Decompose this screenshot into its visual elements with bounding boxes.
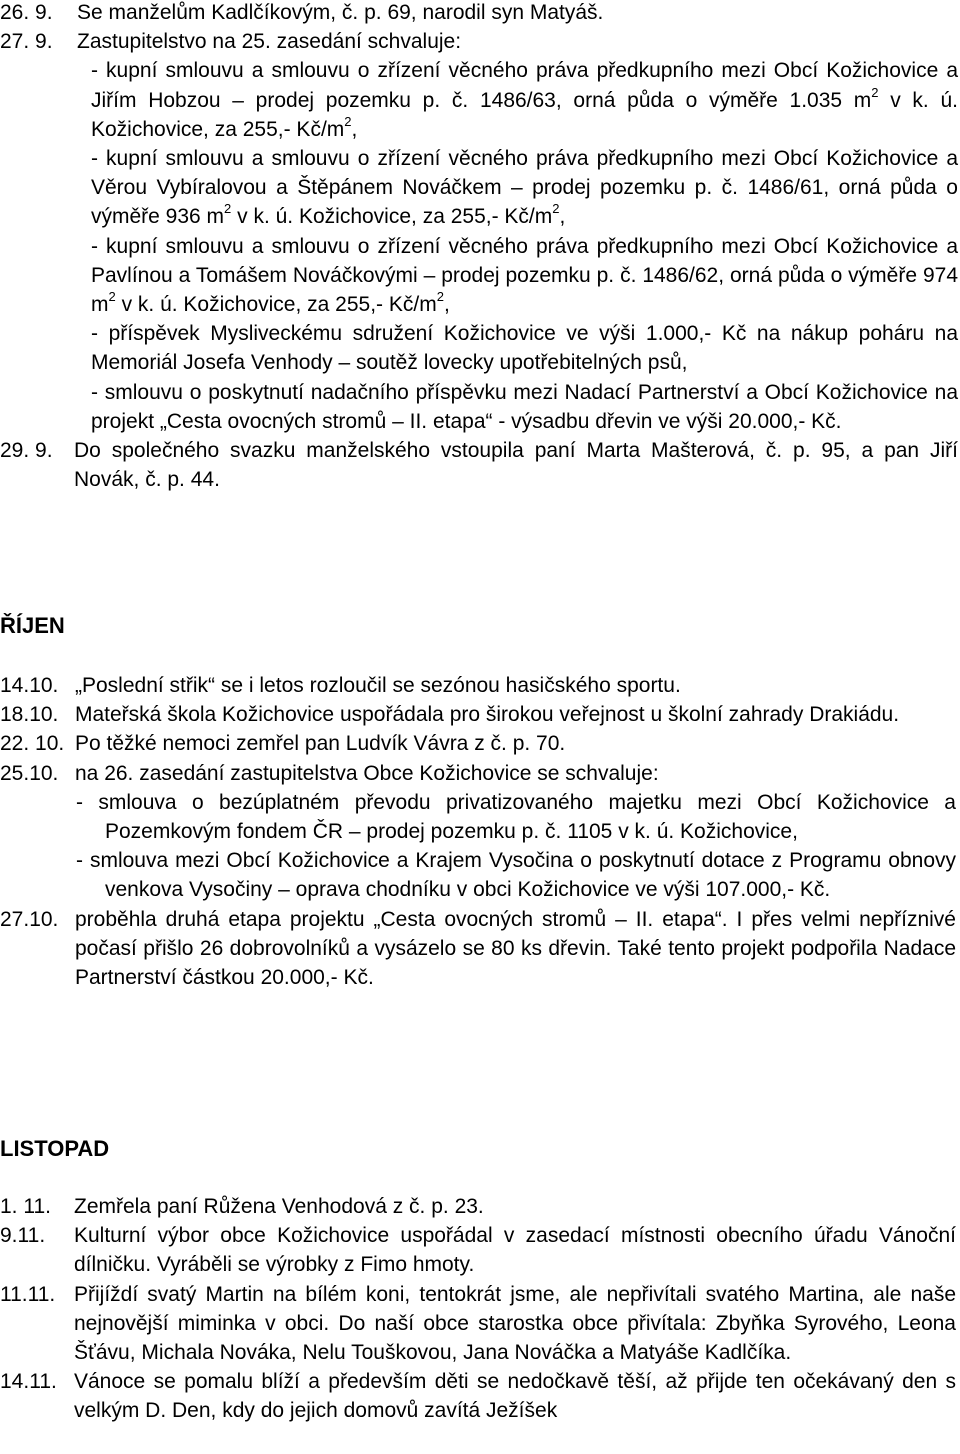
entry-text: na 26. zasedání zastupitelstva Obce Kožichovice se schvaluje: <box>75 761 659 785</box>
list-item: - smlouva o bezúplatném převodu privatizovaného majetku mezi Obcí Kožichovice a Pozemkovým fondem ČR – prodej pozemku p. č. 1105 v k. ú. Kožichovice, <box>76 790 956 844</box>
entry-14-10 <box>0 671 956 700</box>
entry-text: proběhla druhá etapa projektu „Cesta ovocných stromů – II. etapa“. I přes velmi nepříznivé počasí přišlo 26 dobrovolníků a vysázelo se 80 ks dřevin. Také tento projekt podpořila Nadace Partnerství částkou 20.000,- Kč. <box>75 907 956 990</box>
october-section <box>0 671 956 992</box>
entry-date: 29. 9. <box>0 439 53 463</box>
entry-29-9 <box>0 436 958 494</box>
entry-text: Po těžké nemoci zemřel pan Ludvík Vávra z č. p. 70. <box>75 732 566 756</box>
entry-date: 27.10. <box>0 907 59 931</box>
entry-text: Přijíždí svatý Martin na bílém koni, tentokrát jsme, ale nepřivítali svatého Martina, ale naše nejnovější miminka v obci. Do naší obce starostka obce přivítala: Zbyňka Syrového, Leona Šťávu, Michala Nováka, Nelu Touškovou, Jana Nováčka a Matyáše Kadlčíka. <box>74 1282 956 1365</box>
entry-date: 18.10. <box>0 703 59 727</box>
list-item: - smlouvu o poskytnutí nadačního příspěvku mezi Nadací Partnerství a Obcí Kožichovice na projekt „Cesta ovocných stromů – II. etapa“ - výsadbu dřevin ve výši 20.000,- Kč. <box>91 380 958 433</box>
section-heading-listopad: LISTOPAD <box>0 1136 110 1161</box>
superscript: 2 <box>871 84 879 100</box>
entry-25-10 <box>0 759 956 788</box>
entry-26-9 <box>0 0 958 27</box>
entry-14-11 <box>0 1367 956 1425</box>
entry-22-10 <box>0 729 956 758</box>
september-section <box>0 0 958 494</box>
list-item: - smlouva mezi Obcí Kožichovice a Krajem Vysočina o poskytnutí dotace z Programu obnovy venkova Vysočiny – oprava chodníku v obci Kožichovice ve výši 107.000,- Kč. <box>76 849 956 902</box>
entry-text: Do společného svazku manželského vstoupila paní Marta Mašterová, č. p. 95, a pan Jiří Novák, č. p. 44. <box>74 439 958 492</box>
entry-date: 1. 11. <box>0 1195 51 1218</box>
superscript: 2 <box>436 289 444 305</box>
entry-1-11 <box>0 1192 956 1221</box>
entry-text: „Poslední střik“ se i letos rozloučil se sezónou hasičského sportu. <box>75 674 681 697</box>
list-item: - příspěvek Mysliveckému sdružení Kožichovice ve výši 1.000,- Kč na nákup poháru na Memoriál Josefa Venhody – soutěž lovecky upotřebitelných psů, <box>91 322 958 375</box>
entry-text: Zastupitelstvo na 25. zasedání schvaluje: <box>77 30 462 54</box>
entry-date: 14.10. <box>0 674 59 697</box>
entry-date: 26. 9. <box>0 1 53 24</box>
entry-27-9 <box>0 27 958 56</box>
list-item: - kupní smlouvu a smlouvu o zřízení věcného práva předkupního mezi Obcí Kožichovice a Věrou Vybíralovou a Štěpánem Nováčkem – prodej pozemku p. č. 1486/61, orná půda o výměře 936 $m^2$ v k. ú. Kožichovice, za 255,- $Kč/m^2$, <box>91 147 958 229</box>
entry-text: Zemřela paní Růžena Venhodová z č. p. 23. <box>74 1195 484 1218</box>
entry-date: 14.11. <box>0 1370 57 1394</box>
entry-18-10 <box>0 700 956 729</box>
entry-date: 25.10. <box>0 761 59 785</box>
superscript: 2 <box>552 201 560 217</box>
superscript: 2 <box>344 113 352 129</box>
entry-text: Kulturní výbor obce Kožichovice uspořádal v zasedací místnosti obecního úřadu Vánoční dílničku. Vyráběli se výrobky z Fimo hmoty. <box>74 1224 956 1277</box>
entry-date: 27. 9. <box>0 30 53 54</box>
list-item: - kupní smlouvu a smlouvu o zřízení věcného práva předkupního mezi Obcí Kožichovice a Jiřím Hobzou – prodej pozemku p. č. 1486/63, orná půda o výměře 1.035 $m^2$ v k. ú. Kožichovice, za 255,- $Kč/m^2$, <box>91 59 958 141</box>
superscript: 2 <box>224 201 232 217</box>
list-item: - kupní smlouvu a smlouvu o zřízení věcného práva předkupního mezi Obcí Kožichovice a Pavlínou a Tomášem Nováčkovými – prodej pozemku p. č. 1486/62, orná půda o výměře 974 $m^2$ v k. ú. Kožichovice, za 255,- $Kč/m^2$, <box>91 234 958 317</box>
entry-11-11 <box>0 1280 956 1368</box>
entry-date: 9.11. <box>0 1224 46 1248</box>
entry-date: 11.11. <box>0 1282 56 1306</box>
entry-text: Vánoce se pomalu blíží a především děti se nedočkavě těší, až přijde ten očekávaný den s velkým D. Den, kdy do jejich domovů zavítá Ježíšek <box>74 1370 956 1423</box>
entry-text: Mateřská škola Kožichovice uspořádala pro širokou veřejnost u školní zahrady Drakiádu. <box>75 703 900 727</box>
superscript: 2 <box>108 289 116 305</box>
november-section <box>0 1192 956 1426</box>
entry-text: Se manželům Kadlčíkovým, č. p. 69, narodil syn Matyáš. <box>77 1 604 24</box>
entry-9-11 <box>0 1221 956 1279</box>
section-heading-rijen: ŘÍJEN <box>0 613 65 638</box>
entry-date: 22. 10. <box>0 732 65 756</box>
entry-27-10 <box>0 905 956 993</box>
